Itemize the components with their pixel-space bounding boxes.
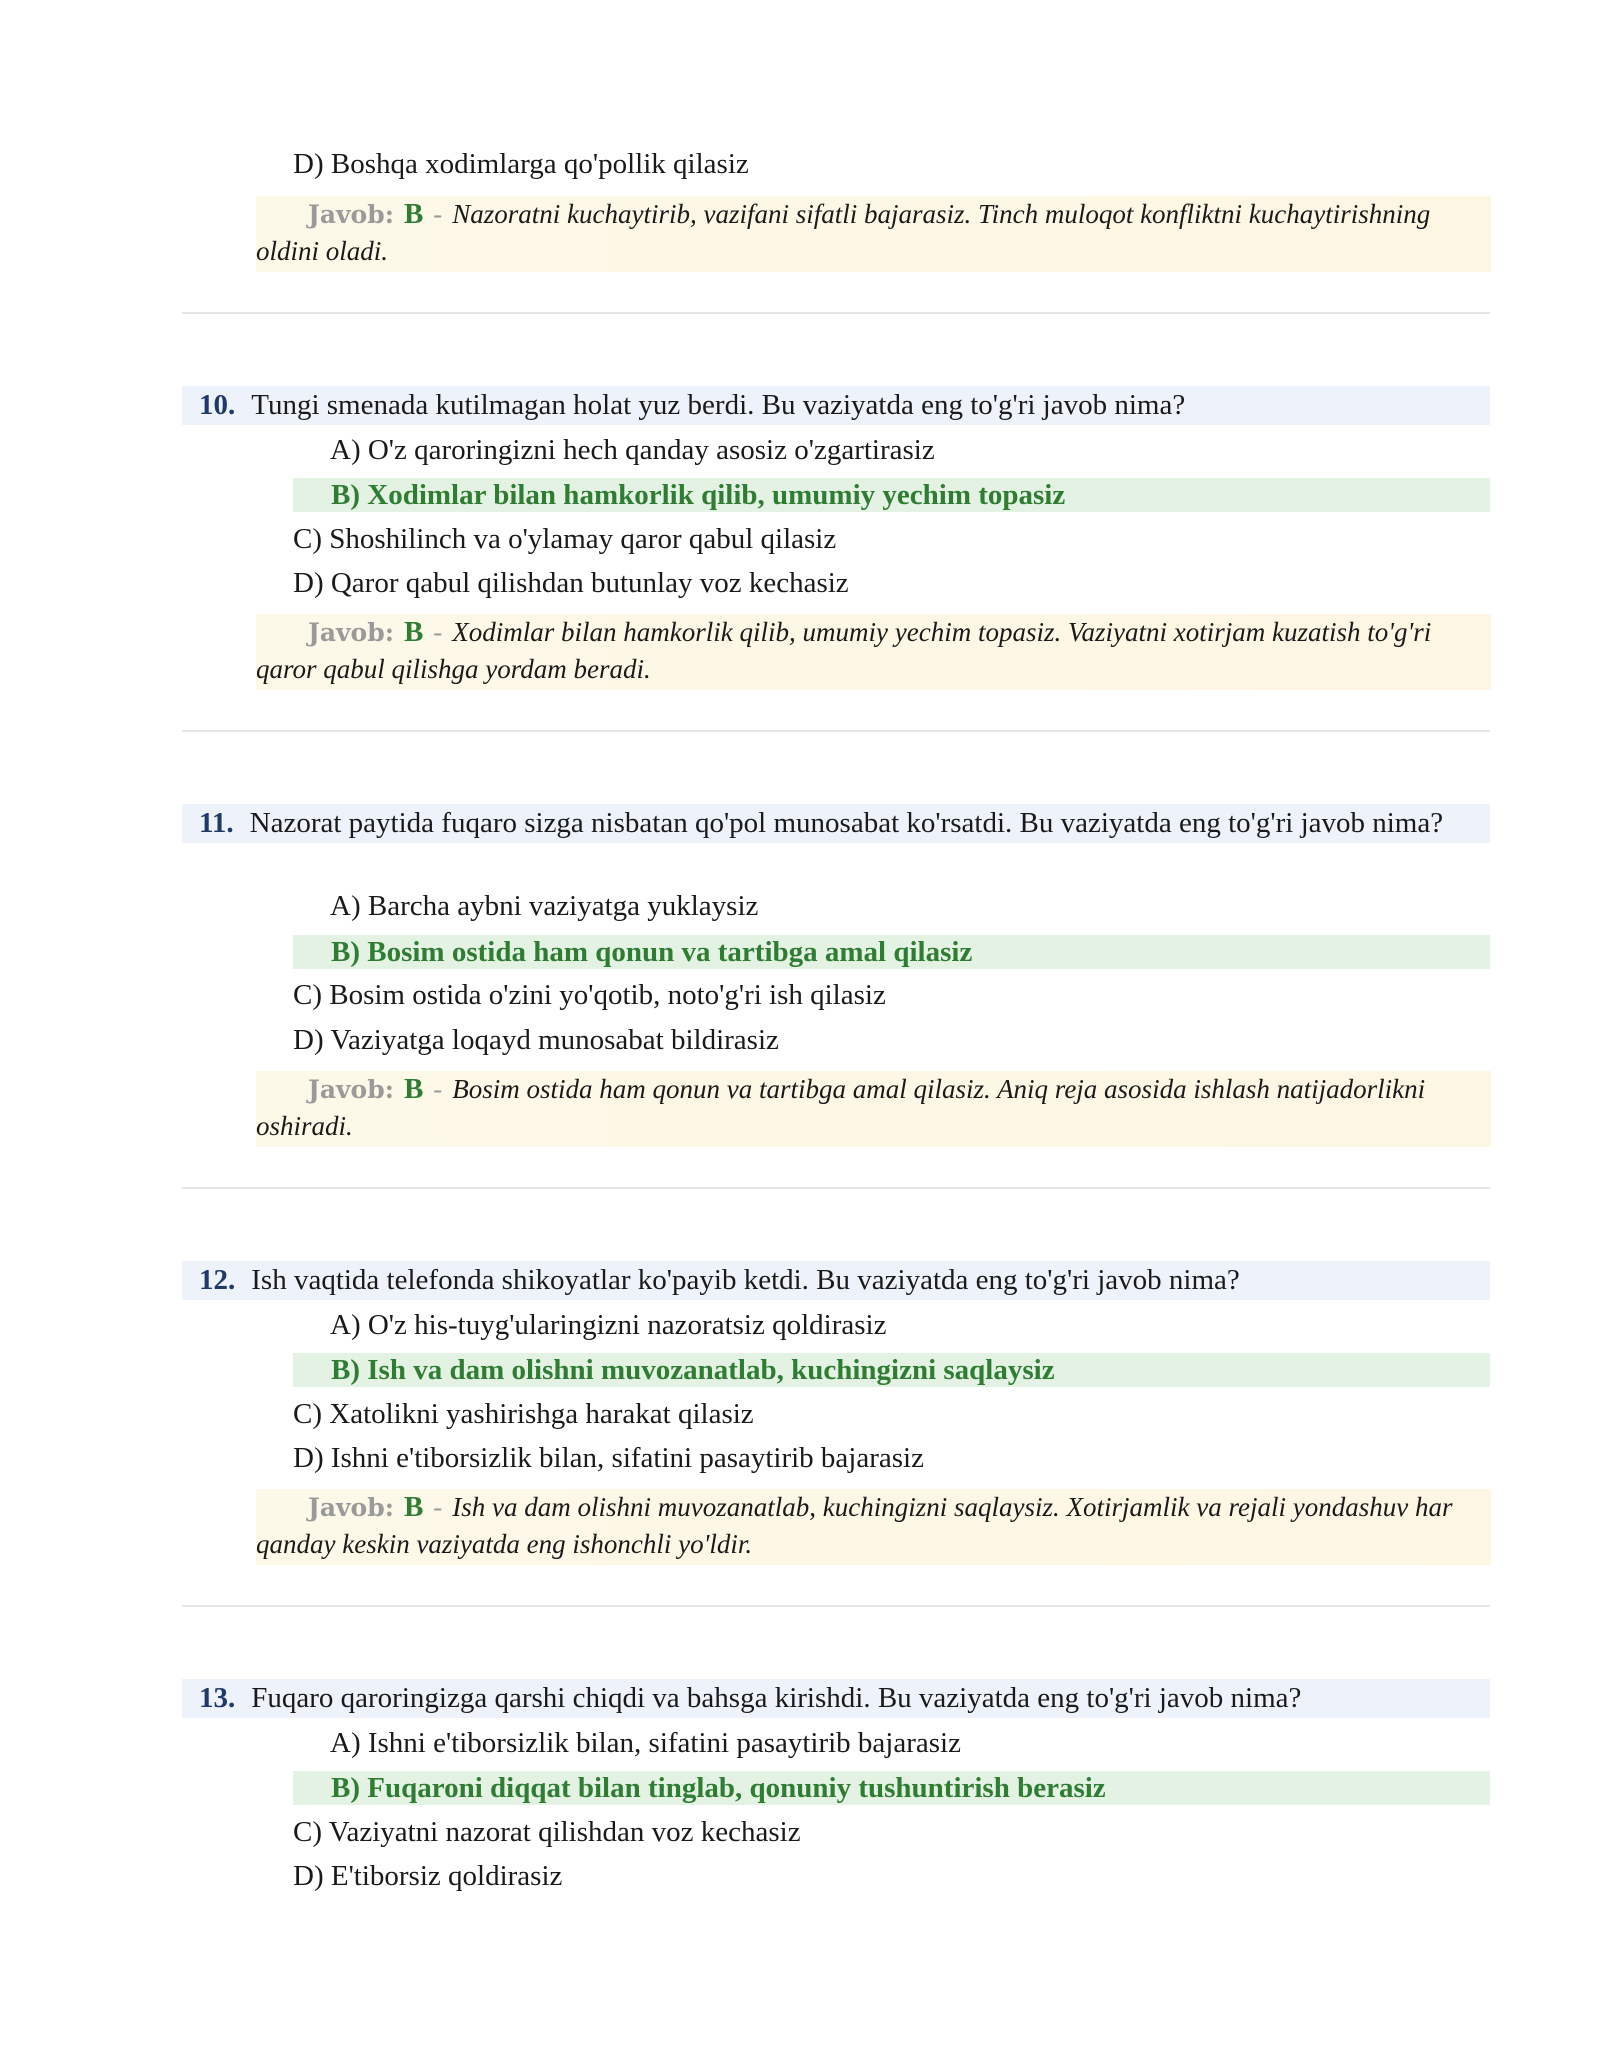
answer-letter: B [403, 1491, 424, 1523]
question-12-heading [182, 1261, 1490, 1300]
q11-option-c: C) Bosim ostida o'zini yo'qotib, noto'g'ri ish qilasiz [293, 979, 886, 1011]
answer-dash: - [433, 1074, 443, 1104]
question-13-heading [182, 1679, 1490, 1718]
question-10-heading [182, 386, 1490, 425]
option-d-prev: D) Boshqa xodimlarga qo'pollik qilasiz [293, 148, 749, 180]
q12-answer-box [256, 1489, 1491, 1565]
question-number: 11. [199, 807, 234, 839]
answer-label: Javob: [308, 618, 394, 647]
divider [182, 1605, 1490, 1607]
divider [182, 730, 1490, 732]
q12-option-a: A) O'z his-tuyg'ularingizni nazoratsiz qoldirasiz [330, 1309, 887, 1341]
answer-dash: - [433, 1492, 443, 1522]
question-number: 10. [199, 389, 236, 421]
answer-letter: B [403, 616, 424, 648]
q11-option-b-correct: B) Bosim ostida ham qonun va tartibga amal qilasiz [293, 935, 1490, 969]
q13-option-c: C) Vaziyatni nazorat qilishdan voz kechasiz [293, 1816, 801, 1848]
q13-option-b-correct: B) Fuqaroni diqqat bilan tinglab, qonuniy tushuntirish berasiz [293, 1771, 1490, 1805]
q12-option-b-correct: B) Ish va dam olishni muvozanatlab, kuchingizni saqlaysiz [293, 1353, 1490, 1387]
q13-option-a: A) Ishni e'tiborsizlik bilan, sifatini pasaytirib bajarasiz [330, 1727, 961, 1759]
answer-dash: - [433, 617, 443, 647]
question-11-heading [182, 804, 1490, 843]
q10-option-d: D) Qaror qabul qilishdan butunlay voz kechasiz [293, 567, 849, 599]
answer-label: Javob: [308, 1075, 394, 1104]
question-number: 13. [199, 1682, 236, 1714]
question-text: Tungi smenada kutilmagan holat yuz berdi. Bu vaziyatda eng to'g'ri javob nima? [251, 389, 1186, 421]
q10-option-c: C) Shoshilinch va o'ylamay qaror qabul qilasiz [293, 523, 837, 555]
question-text: Nazorat paytida fuqaro sizga nisbatan qo'pol munosabat ko'rsatdi. Bu vaziyatda eng to'g'ri javob nima? [249, 807, 1444, 839]
answer-text: Ish va dam olishni muvozanatlab, kuchingizni saqlaysiz. Xotirjamlik va rejali yondashuv har qanday keskin vaziyatda eng ishonchli yo'ldir. [256, 1492, 1453, 1559]
q12-option-d: D) Ishni e'tiborsizlik bilan, sifatini pasaytirib bajarasiz [293, 1442, 924, 1474]
q13-option-d: D) E'tiborsiz qoldirasiz [293, 1860, 563, 1892]
question-number: 12. [199, 1264, 236, 1296]
answer-box-prev [256, 196, 1491, 272]
question-text: Fuqaro qaroringizga qarshi chiqdi va bahsga kirishdi. Bu vaziyatda eng to'g'ri javob nima? [251, 1682, 1302, 1714]
answer-text: Xodimlar bilan hamkorlik qilib, umumiy yechim topasiz. Vaziyatni xotirjam kuzatish to'g'ri qaror qabul qilishga yordam beradi. [256, 617, 1432, 684]
answer-label: Javob: [308, 1493, 394, 1522]
q10-option-b-correct: B) Xodimlar bilan hamkorlik qilib, umumiy yechim topasiz [293, 478, 1490, 512]
q11-answer-box [256, 1071, 1491, 1147]
answer-label: Javob: [308, 200, 394, 229]
answer-letter: B [403, 1073, 424, 1105]
divider [182, 1187, 1490, 1189]
q12-option-c: C) Xatolikni yashirishga harakat qilasiz [293, 1398, 754, 1430]
q11-option-d: D) Vaziyatga loqayd munosabat bildirasiz [293, 1024, 779, 1056]
question-text: Ish vaqtida telefonda shikoyatlar ko'payib ketdi. Bu vaziyatda eng to'g'ri javob nima? [251, 1264, 1240, 1296]
answer-text: Nazoratni kuchaytirib, vazifani sifatli bajarasiz. Tinch muloqot konfliktni kuchaytirishning oldini oladi. [256, 199, 1431, 266]
answer-dash: - [433, 199, 443, 229]
q10-answer-box [256, 614, 1491, 690]
q11-option-a: A) Barcha aybni vaziyatga yuklaysiz [330, 890, 759, 922]
answer-text: Bosim ostida ham qonun va tartibga amal qilasiz. Aniq reja asosida ishlash natijadorlikni oshiradi. [256, 1074, 1426, 1141]
q10-option-a: A) O'z qaroringizni hech qanday asosiz o'zgartirasiz [330, 434, 935, 466]
divider [182, 312, 1490, 314]
answer-letter: B [403, 198, 424, 230]
